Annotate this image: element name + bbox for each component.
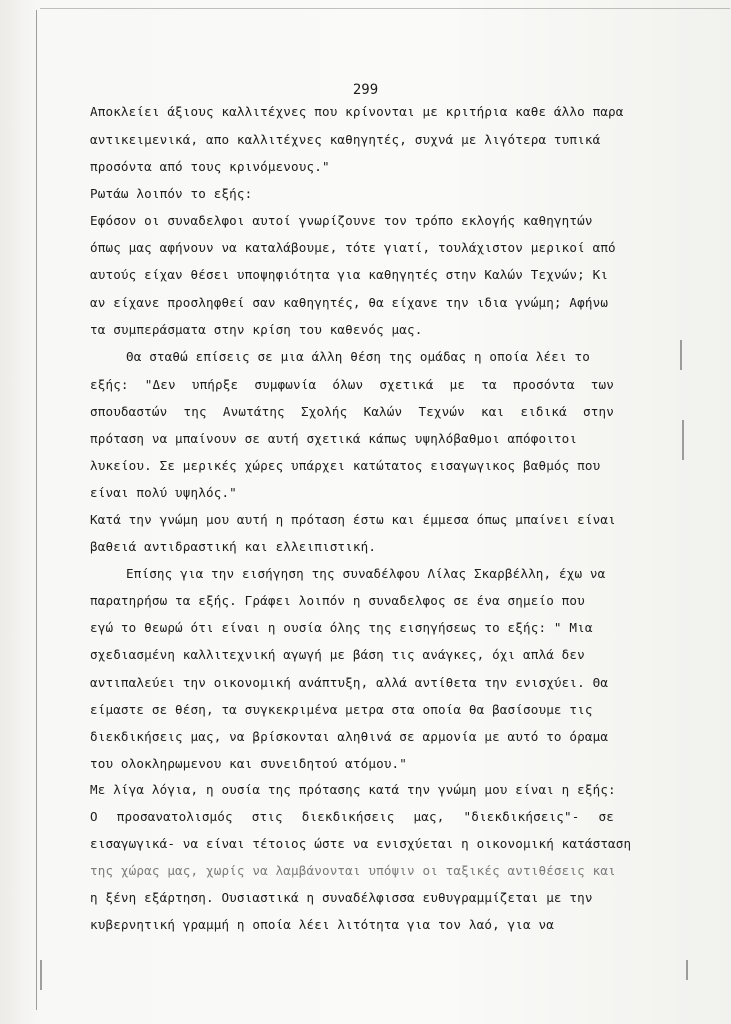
scan-mark [680, 340, 682, 370]
text-line: προσόντα από τους κρινόμενους." [90, 159, 330, 174]
text-line: λυκείου. Σε μερικές χώρες υπάρχει κατώτατος εισαγωγικος βαθμός που [90, 458, 601, 473]
text-line: Εφόσον οι συναδελφοι αυτοί γνωρίζουνε τον τρόπο εκλογής καθηγητών [90, 213, 593, 228]
text-line: είμαστε σε θέση, τα συγκεκριμένα μετρα στα οποία θα βασίσουμε τις [90, 702, 593, 717]
text-line: κυβερνητική γραμμή η οποία λέει λιτότητα για τον λαό, για να [90, 917, 554, 932]
text-line: Ρωτάω λοιπόν το εξής: [90, 186, 253, 201]
text-line: παρατηρήσω τα εξής. Γράφει λοιπόν η συναδελφος σε ένα σημείο που [90, 593, 585, 608]
text-line: αντιπαλεύει την οικονομική ανάπτυξη, αλλά αντίθετα την ενισχύει. Θα [90, 675, 609, 690]
text-line: Με λίγα λόγια, η ουσία της πρότασης κατά την γνώμη μου είναι η εξής: [90, 782, 616, 797]
page-top-edge [40, 8, 730, 9]
text-line: βαθειά αντιδραστική και ελλειπιστική. [90, 539, 377, 554]
text-line: Κατά την γνώμη μου αυτή η πρόταση έστω και έμμεσα όπως μπαίνει είναι [90, 512, 616, 527]
text-line: εισαγωγικά- να είναι τέτοιος ώστε να ενισχύεται η οικονομική κατάσταση [90, 836, 632, 851]
text-line: Ο προσανατολισμός στις διεκδικήσεις μας, "διεκδικήσεις"- σε [90, 809, 614, 824]
text-line: αν είχανε προσληφθεί σαν καθηγητές, θα είχανε την ιδια γνώμη; Αφήνω [90, 295, 609, 310]
text-line: σχεδιασμένη καλλιτεχνική αγωγή με βάση τις ανάγκες, όχι απλά δεν [90, 647, 585, 662]
text-line: εγώ το θεωρώ ότι είναι η ουσία όλης της εισηγήσεως το εξής: " Μια [90, 620, 593, 635]
scan-mark [682, 420, 684, 460]
text-line: αυτούς είχαν θέσει υποψηφιότητα για καθηγητές στην Καλών Τεχνών; Κι [90, 267, 609, 282]
text-line: Θα σταθώ επίσεις σε μια άλλη θέση της ομάδας η οποία λέει το [126, 349, 590, 364]
scan-mark [686, 960, 688, 980]
text-line: της χώρας μας, χωρίς να λαμβάνονται υπόψιν οι ταξικές αντιθέσεις και [90, 863, 616, 878]
text-line: σπουδαστών της Ανωτάτης Σχολής Καλών Τεχνών και ειδικά στην [90, 404, 614, 419]
text-line: είναι πολύ υψηλός." [90, 485, 237, 500]
binding-margin-line [36, 10, 37, 1010]
text-line: πρόταση να μπαίνουν σε αυτή σχετικά κάπως υψηλόβαθμοι απόφοιτοι [90, 431, 578, 446]
text-line: η ξένη εξάρτηση. Ουσιαστικά η συναδέλφισσα ευθυγραμμίζεται με την [90, 890, 593, 905]
text-line: διεκδικήσεις μας, να βρίσκονται αληθινά σε αρμονία με αυτό το όραμα [90, 729, 609, 744]
text-line: εξής: "Δεν υπήρξε συμφωνία όλων σχετικά με τα προσόντα των [90, 377, 614, 392]
text-line: Επίσης για την εισήγηση της συναδέλφου Λίλας Σκαρβέλλη, έχω να [126, 566, 606, 581]
scan-mark [40, 960, 42, 990]
text-line: όπως μας αφήνουν να καταλάβουμε, τότε γιατί, τουλάχιστον μερικοί από [90, 240, 616, 255]
text-line: τα συμπεράσματα στην κρίση του καθενός μας. [90, 322, 423, 337]
text-line: του ολοκληρωμενου και συνειδητού ατόμου." [90, 756, 408, 771]
text-line: αντικειμενικά, απο καλλιτέχνες καθηγητές, συχνά με λιγότερα τυπικά [90, 132, 601, 147]
text-line: Αποκλείει άξιους καλλιτέχνες που κρίνονται με κριτήρια καθε άλλο παρα [90, 104, 624, 119]
page-number: 299 [352, 82, 379, 98]
